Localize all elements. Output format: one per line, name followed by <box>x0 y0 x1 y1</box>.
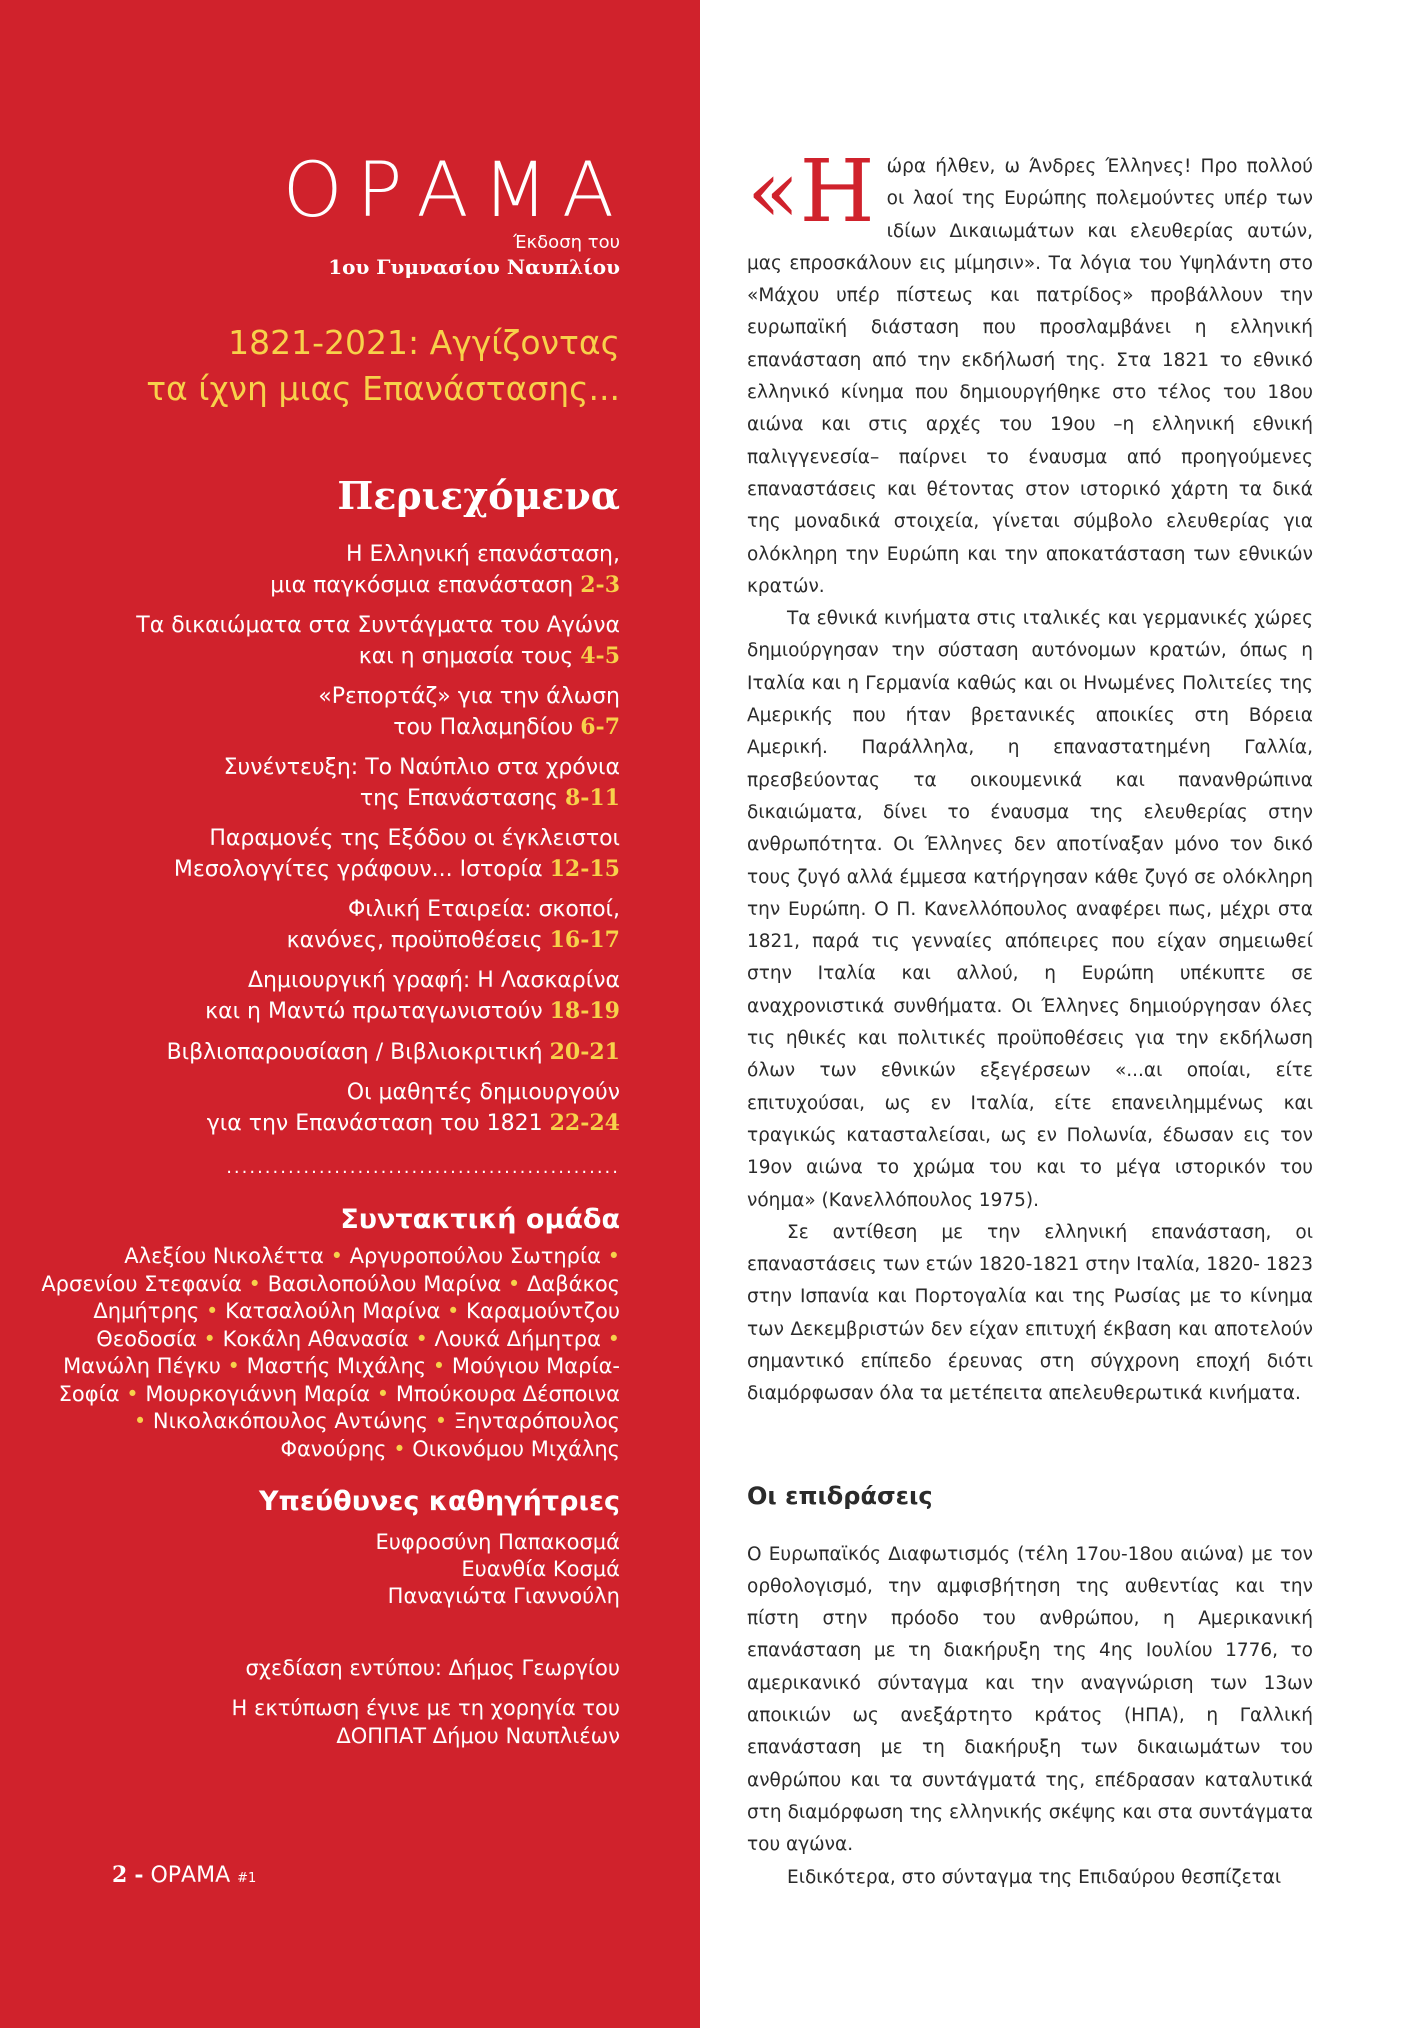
toc-item-line: Η Ελληνική επανάσταση, <box>345 542 620 567</box>
teacher-name: Ευανθία Κοσμά <box>461 1557 620 1581</box>
toc-page-number: 6-7 <box>580 714 620 740</box>
team-member: Καραμούντζου Θεοδοσία <box>96 1299 620 1351</box>
bullet-separator: • <box>501 1271 527 1296</box>
article-paragraph: Ο Ευρωπαϊκός Διαφωτισμός (τέλη 17ου-18ου αιώνα) με τον ορθολογισμό, την αμφισβήτηση της αυθεντίας και την πίστη στην πρόοδο του ανθρώπου, η Αμερικανική επανάσταση με τη διακήρυξη της 4ης Ιουλίου 1776, το αμερικανικό σύνταγμα και την αναγνώριση των 13ων αποικιών ως ανεξάρτητο κράτος (ΗΠΑ), η Γαλλική επανάσταση με τη διακήρυξη των δικαιωμάτων του ανθρώπου και τα συντάγματά της, επέδρασαν καταλυτικά στη διαμόρφωση της ελληνικής σκέψης και στα συντάγματα του αγώνα. <box>747 1543 1313 1856</box>
bullet-separator: • <box>600 1244 620 1268</box>
toc-item <box>40 966 620 1027</box>
school-name: 1ου Γυμνασίου Ναυπλίου <box>328 255 620 279</box>
toc-item-line: Παραμονές της Εξόδου οι έγκλειστοι <box>209 826 620 851</box>
team-names <box>40 1243 620 1463</box>
footer-issue: #1 <box>237 1871 257 1886</box>
bullet-separator: • <box>428 1409 454 1433</box>
team-member: Δαβάκος Δημήτρης <box>93 1271 620 1323</box>
sidebar <box>0 0 700 2028</box>
magazine-logo: ΟΡΑΜΑ <box>282 145 628 234</box>
team-member: Αρσενίου Στεφανία <box>41 1271 242 1296</box>
article-paragraph: Τα εθνικά κινήματα στις ιταλικές και γερμανικές χώρες δημιούργησαν την σύσταση αυτόνομων κρατών, όπως η Ιταλία και η Γερμανία καθώς και οι Ηνωμένες Πολιτείες της Αμερικής που ήταν βρετανικές αποικίες στη Βόρεια Αμερική. Παράλληλα, η επαναστατημένη Γαλλία, πρεσβεύοντας τα οικουμενικά και πανανθρώπινα δικαιώματα, δίνει το έναυσμα της ελευθερίας στην ανθρωπότητα. Οι Έλληνες δεν αποτίναξαν μόνο τον δικό τους ζυγό αλλά έμμεσα κατήργησαν κάθε ζυγό σε ολόκληρη την Ευρώπη. Ο Π. Κανελλόπουλος αναφέρει πως, μέχρι στα 1821, παρά τις γενναίες απόπειρες που είχαν σημειωθεί στην Ιταλία και αλλού, η Ευρώπη υπέκυπτε σε αναχρονιστικά συνθήματα. Οι Έλληνες δημιούργησαν όλες τις ηθικές και πολιτικές προϋποθέσεις για την εκδήλωση όλων των εθνικών εξεγέρσεων «...αι οποίαι, είτε επιτυχούσαι, ως εν Ιταλία, είτε επανειλημμένως και τραγικώς κατασταλείσαι, ως εν Πολωνία, έδωσαν εις τον 19ον αιώνα το χρώμα του και το μέγα ιστορικόν του νόημα» (Κανελλόπουλος 1975). <box>747 608 1313 1211</box>
toc-page-number: 4-5 <box>580 643 620 669</box>
toc-item-line <box>40 925 620 956</box>
teacher-name: Ευφροσύνη Παπακοσμά <box>375 1530 620 1554</box>
toc-item-text: Βιβλιοπαρουσίαση / Βιβλιοκριτική <box>166 1040 543 1065</box>
bullet-separator: • <box>408 1326 435 1351</box>
bullet-separator: • <box>220 1354 247 1378</box>
team-member: Μούγιου Μαρία-Σοφία <box>58 1354 620 1406</box>
bullet-separator: • <box>440 1299 467 1323</box>
toc-item-text: του Παλαμηδίου <box>393 715 574 740</box>
toc-page-number: 20-21 <box>549 1039 620 1065</box>
page-footer <box>112 1862 256 1892</box>
toc-item-line: Φιλική Εταιρεία: σκοποί, <box>348 897 620 922</box>
toc-item-text: Μεσολογγίτες γράφουν... Ιστορία <box>173 857 543 882</box>
issue-headline <box>40 320 620 412</box>
bullet-separator: • <box>241 1271 268 1296</box>
bullet-separator: • <box>426 1354 452 1378</box>
toc-item <box>40 753 620 814</box>
team-member: Μπούκουρα Δέσποινα <box>395 1381 620 1406</box>
toc-page-number: 18-19 <box>549 998 620 1024</box>
bullet-separator: • <box>370 1381 396 1406</box>
toc-item <box>40 540 620 601</box>
toc-page-number: 16-17 <box>549 927 620 953</box>
team-member: Αργυροπούλου Σωτηρία <box>349 1244 601 1268</box>
toc-item-text: για την Επανάσταση του 1821 <box>206 1111 543 1136</box>
toc-item-line <box>40 996 620 1027</box>
team-member: Λουκά Δήμητρα <box>434 1326 601 1351</box>
team-member: Κατσαλούλη Μαρίνα <box>225 1299 441 1323</box>
bullet-separator: • <box>196 1326 223 1351</box>
drop-cap: «Η <box>747 142 875 242</box>
toc-item-line: Οι μαθητές δημιουργούν <box>346 1080 620 1105</box>
toc-item-line <box>40 641 620 672</box>
toc-title: Περιεχόμενα <box>337 473 620 518</box>
toc-item-text: μια παγκόσμια επανάσταση <box>270 573 574 598</box>
team-title: Συντακτική ομάδα <box>340 1204 620 1235</box>
teachers-title: Υπεύθυνες καθηγήτριες <box>258 1486 620 1517</box>
sponsor-line-1: Η εκτύπωση έγινε με τη χορηγία του <box>231 1696 620 1720</box>
toc-page-number: 12-15 <box>549 856 620 882</box>
toc-item <box>40 611 620 672</box>
headline-line-2: τα ίχνη μιας Επανάστασης... <box>146 369 620 408</box>
team-member: Μουρκογιάννη Μαρία <box>145 1381 371 1406</box>
edition-label: Έκδοση του <box>513 232 620 253</box>
toc-item-text: και η σημασία τους <box>358 644 574 669</box>
article-subheading: Οι επιδράσεις <box>747 1481 933 1510</box>
toc-item-text: της Επανάστασης <box>359 786 558 811</box>
toc-item-line <box>40 854 620 885</box>
footer-magazine: ΟΡΑΜΑ <box>150 1863 231 1888</box>
article-paragraph: Ειδικότερα, στο σύνταγμα της Επιδαύρου θεσπίζεται <box>787 1866 1282 1888</box>
toc-item-line: Τα δικαιώματα στα Συντάγματα του Αγώνα <box>136 613 620 638</box>
team-member: Νικολακόπουλος Αντώνης <box>152 1409 429 1433</box>
bullet-separator: • <box>199 1299 226 1323</box>
sponsor-line-2: ΔΟΠΠΑΤ Δήμου Ναυπλιέων <box>336 1724 620 1748</box>
team-member: Οικονόμου Μιχάλης <box>412 1436 620 1461</box>
bullet-separator: • <box>600 1326 620 1351</box>
toc-item-line: Συνέντευξη: Το Ναύπλιο στα χρόνια <box>223 755 620 780</box>
toc-page-number: 22-24 <box>549 1110 620 1136</box>
footer-separator: - <box>134 1862 144 1888</box>
bullet-separator: • <box>133 1409 153 1433</box>
teacher-name: Παναγιώτα Γιαννούλη <box>387 1584 620 1608</box>
toc-item <box>40 1037 620 1068</box>
toc-item-line <box>40 1108 620 1139</box>
design-credit: σχεδίαση εντύπου: Δήμος Γεωργίου <box>245 1656 620 1680</box>
toc-page-number: 8-11 <box>564 785 620 811</box>
team-member: Βασιλοπούλου Μαρίνα <box>267 1271 502 1296</box>
toc-item-line <box>40 783 620 814</box>
toc-item <box>40 682 620 743</box>
toc-item <box>40 824 620 885</box>
headline-line-1: 1821-2021: Αγγίζοντας <box>228 323 620 362</box>
article <box>747 142 1313 1894</box>
bullet-separator: • <box>386 1436 413 1461</box>
article-paragraph <box>747 142 1313 603</box>
bullet-separator: • <box>119 1381 146 1406</box>
table-of-contents <box>40 540 620 1139</box>
toc-item-line <box>40 570 620 601</box>
toc-item-line <box>40 1037 620 1068</box>
toc-item-line: «Ρεπορτάζ» για την άλωση <box>318 684 620 709</box>
toc-item-text: κανόνες, προϋποθέσεις <box>286 928 543 953</box>
team-member: Κοκάλη Αθανασία <box>222 1326 409 1351</box>
toc-item-line <box>40 712 620 743</box>
sidebar-content <box>40 145 628 1750</box>
dotted-divider: ................................................... <box>226 1157 620 1178</box>
team-member: Αλεξίου Νικολέττα <box>124 1244 324 1268</box>
toc-item-text: και η Μαντώ πρωταγωνιστούν <box>205 999 543 1024</box>
team-member: Μαστής Μιχάλης <box>246 1354 427 1378</box>
paragraph-text: ώρα ήλθεν, ω Άνδρες Έλληνες! Προ πολλού οι λαοί της Ευρώπης πολεμούντες υπέρ των ιδίων Δικαιωμάτων και ελευθερίας αυτών, μας επροσκάλουν εις μίμησιν». Τα λόγια του Υψηλάντη στο «Μάχου υπέρ πίστεως και πατρίδος» προβάλλουν την ευρωπαϊκή διάσταση που προσλαμβάνει η ελληνική επανάσταση από την εκδήλωσή της. Στα 1821 το εθνικό ελληνικό κίνημα που δημιουργήθηκε στο τέλος του 18ου αιώνα και στις αρχές του 19ου –η ελληνική εθνική παλιγγενεσία– παίρνει το έναυσμα από προηγούμενες επαναστάσεις και θέτοντας στον ιστορικό χάρτη τα δικά της μοναδικά στοιχεία, γίνεται σύμβολο ελευθερίας για ολόκληρη την Ευρώπη και την αποκατάσταση των εθνικών κρατών. <box>747 156 1313 597</box>
team-member: Ξηνταρόπουλος Φανούρης <box>280 1409 620 1461</box>
team-member: Μανώλη Πέγκυ <box>63 1354 221 1378</box>
toc-item <box>40 1078 620 1139</box>
toc-item <box>40 895 620 956</box>
toc-page-number: 2-3 <box>580 572 620 598</box>
article-paragraph: Σε αντίθεση με την ελληνική επανάσταση, οι επαναστάσεις των ετών 1820-1821 στην Ιταλία, 1820- 1823 στην Ισπανία και Πορτογαλία και της Ρωσίας με το κίνημα των Δεκεμβριστών δεν είχαν επιτυχή έκβαση και αποτελούν σημαντικό επίπεδο έρευνας στη σύγχρονη εποχή διότι διαμόρφωσαν όλα τα μετέπειτα απελευθερωτικά κινήματα. <box>747 1221 1313 1405</box>
teachers-list <box>40 1529 620 1610</box>
bullet-separator: • <box>323 1244 350 1268</box>
toc-item-line: Δημιουργική γραφή: Η Λασκαρίνα <box>247 968 620 993</box>
page-number: 2 <box>112 1862 128 1888</box>
